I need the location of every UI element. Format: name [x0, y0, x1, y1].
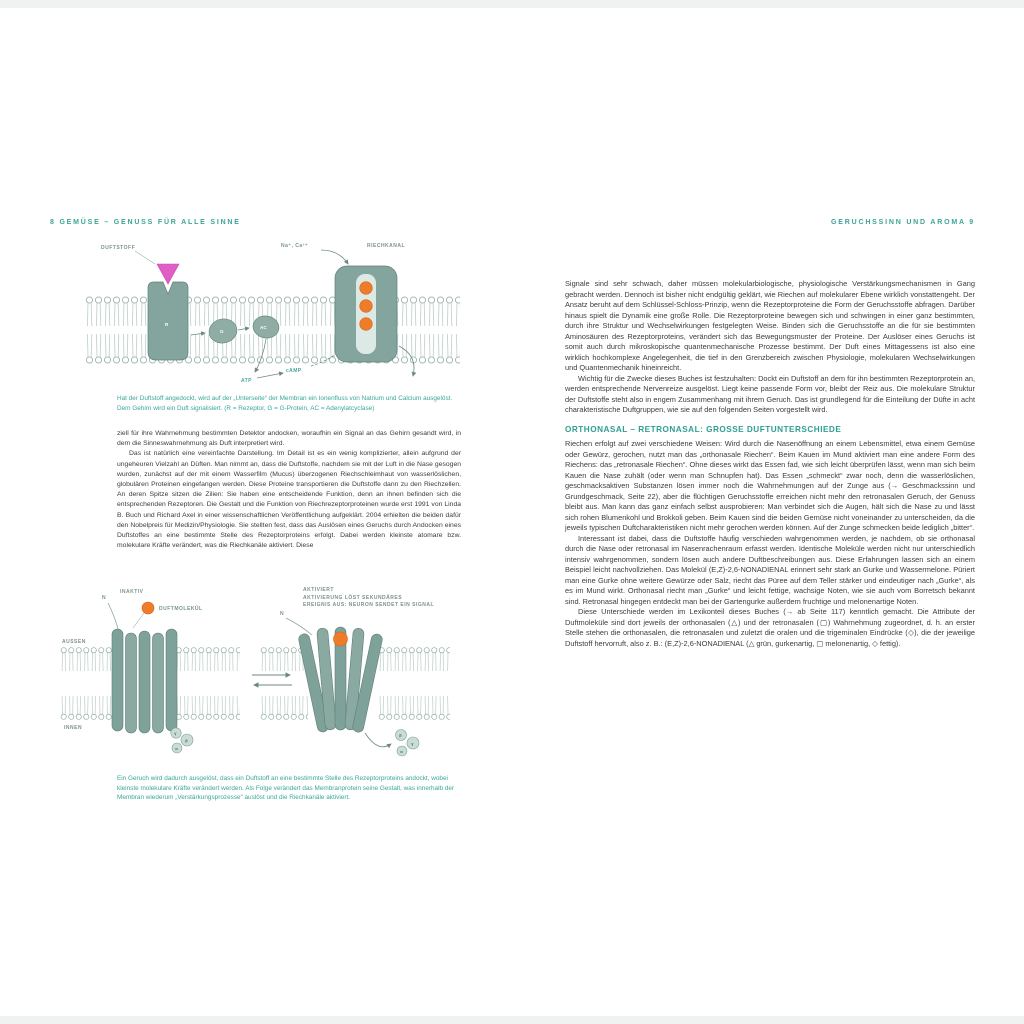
- g-protein-subunits-active: [396, 730, 420, 757]
- gamma-label: γ: [174, 730, 177, 736]
- ion-channel: [335, 266, 397, 362]
- right-paragraph-1: Signale sind sehr schwach, daher müssen molekularbiologische, physiologische Verstärkungsmechanismen in Gang gebracht werden. Dennoch ist bisher nicht endgültig geklärt, wie Riechen auf molekularer Ebene wirklich vonstattengeht. Der Ansatz beruht auf dem Schlüssel-Schloss-Prinzip, wenn die Rezeptorproteine die Form der Geruchsstoffe abfragen. Darüber hinaus spielt die Dynamik eine große Rolle. Die Rezeptorproteine bewegen sich und schwingen in einer ganz bestimmten, durch ihre Struktur und Wechselwirkungen festgelegten Weise. Binden sich die Geruchsstoffe an die für sie bestimmten Aminosäuren des Rezeptorproteins, verändert sich das Bewegungsmuster der Proteine. Der Auslöser eines Geruchs ist somit auch durch mikroskopische quantenmechanische Prozesse bestimmt. Der Duft eines Mittagessens ist also eine wirklich hochkomplexe Angelegenheit, die tief in den Grenzbereich zwischen Physiologie, molekularen Wechselwirkungen und Quantenmechanik hineinreicht.: [565, 279, 975, 372]
- odorant-triangle-icon: [157, 264, 179, 284]
- atp-label: ATP: [241, 378, 252, 384]
- ion-dot-1: [360, 282, 373, 295]
- innen-label: INNEN: [64, 725, 83, 731]
- alpha-label-active: α: [400, 748, 403, 754]
- duftmolekuel-label: DUFTMOLEKÜL: [159, 606, 203, 612]
- activation-note-line2: EREIGNIS AUS: NEURON SENDET EIN SIGNAL: [303, 602, 435, 608]
- ion-dot-3: [360, 318, 373, 331]
- receptor-bundle-inactive: [112, 629, 177, 733]
- activation-note-line1: AKTIVIERUNG LÖST SEKUNDÄRES: [303, 595, 403, 601]
- duftstoff-label: DUFTSTOFF: [101, 245, 136, 251]
- receptor-activation-diagram: [60, 583, 460, 773]
- running-head-left: 8 GEMÜSE – GENUSS FÜR ALLE SINNE: [50, 219, 241, 226]
- riechkanal-label: RIECHKANAL: [367, 243, 406, 249]
- inaktiv-label: INAKTIV: [120, 589, 144, 595]
- page-edge-top: [0, 0, 1024, 8]
- right-paragraph-3: Riechen erfolgt auf zwei verschiedene Weisen: Wird durch die Nasenöffnung an einem Lebensmittel, etwa einem Gemüse oder Gewürz, gerochen, nutzt man das „orthonasale Riechen“. Beim Kauen im Mund aktiviert man eine andere Form des Riechens: das „retronasale Riechen“. Ohne dieses wirkt das Essen fad, wie sich leicht überprüfen lässt, wenn man sich beim Kauen die Nase zuhält (oder wenn man Schnupfen hat). Das Essen „schmeckt“ zwar noch, denn die wasserlöslichen, geschmacksaktiven Substanzen lösen immer noch die Wahrnehmungen auf der Zunge aus (→ Geschmackssinn und Grundgeschmack, Seite 22), aber die flüchtigen Geruchsstoffe erreichen nicht mehr den retronasalen Geruch, der Genuss bleibt aus. Man kann das ganz einfach selbst ausprobieren: Man verbindet sich die Augen, hält sich die Nase zu und lässt sich rohen Blumenkohl und Brokkoli geben. Beim Kauen sind die beiden Gemüse nicht voneinander zu unterscheiden, da die jeweils typischen Duftcharakteristiken nicht mehr gerochen werden können. Auf der Zunge schmecken beide lediglich „bitter“.: [565, 439, 975, 532]
- diagram1-caption: Hat der Duftstoff angedockt, wird auf der „Unterseite“ der Membran ein Ionenfluss von Natrium und Calcium ausgelöst. Dem Gehirn wird ein Duft signalisiert. (R = Rezeptor, G = G-Protein, AC = Adenylatcyclase): [117, 395, 453, 412]
- odorant-molecule-icon: [142, 602, 154, 614]
- molecule-leader-line: [133, 613, 144, 628]
- running-head-right: GERUCHSSINN UND AROMA 9: [831, 219, 975, 226]
- beta-label: β: [185, 737, 188, 743]
- g-protein-letter: G: [220, 329, 224, 334]
- right-body-text: [565, 279, 975, 649]
- n-terminus-left-line: [108, 603, 118, 629]
- ion-dot-2: [360, 300, 373, 313]
- gamma-label-active: γ: [411, 740, 414, 746]
- g-release-arrow: [365, 733, 391, 747]
- alpha-label: α: [175, 745, 178, 751]
- g-protein-subunits-inactive: [171, 728, 193, 753]
- right-paragraph-4: Interessant ist dabei, dass die Duftstoffe häufig verschieden wahrgenommen werden, je nachdem, ob sie orthonasal durch die Nase oder retronasal im Nasenrachenraum erfasst werden. Identische Moleküle werden nicht nur unterschiedlich intensiv wahrgenommen, sondern lösen auch andere Duftbeschreibungen aus. Diese Erfahrungen lassen sich an einem Beispiel leicht nachvollziehen. Das Molekül (E,Z)-2,6-NONADIENAL erinnert sehr stark an Gurke und Wassermelone. Püriert man eine Gurke ohne weitere Gewürze oder Salz, riecht das Püree auf dem Teller stärker und eindeutiger nach „Gurke“, als es im Mund wirkt. Orthonasal riecht man „Gurke“ und leicht fettige, wachsige Noten, wie sie auch vom Borretsch bekannt sind. Retronasal hingegen entdeckt man bei der Gartengurke außerdem fruchtige und melonenartige Noten.: [565, 533, 975, 606]
- left-paragraph-1: ziell für ihre Wahrnehmung bestimmten Detektor andocken, woraufhin ein Signal an das Gehirn gesandt wird, in dem die Sinneswahrnehmung als Duft interpretiert wird.: [117, 430, 461, 448]
- ion-label: Na⁺, Ca²⁺: [281, 243, 309, 249]
- right-paragraph-5: Diese Unterschiede werden im Lexikonteil dieses Buches (→ ab Seite 117) kenntlich gemacht. Die Attribute der Duftmoleküle sind dort jeweils der orthonasalen (△) und der retronasalen (▢) Wahrnehmung zugeordnet, d. h. an erster Stelle stehen die orthonasalen, die retronasalen und zuletzt die oralen und die trigeminalen Eindrücke (◇), die der jeweilige Duftstoff hervorruft, also z. B.: (E,Z)-2,6-NONADIENAL (△ grün, gurkenartig, ▢ melonenartig, ◇ fettig).: [565, 607, 975, 648]
- receptor-membrane-diagram: [85, 238, 460, 403]
- aussen-label: AUSSEN: [62, 639, 86, 645]
- docked-odorant-icon: [334, 632, 348, 646]
- diagram2-caption: Ein Geruch wird dadurch ausgelöst, dass ein Duftstoff an eine bestimmte Stelle des Rezeptorproteins andockt, wobei kleinste molekulare Kräfte verändert werden. Als Folge verändert das Membranprotein seine Gestalt, was innerhalb der Membran wiederum „Verstärkungsprozesse“ auslöst und die Riechkanäle aktiviert.: [117, 775, 455, 802]
- left-body-text: [117, 429, 461, 551]
- n-terminus-right-label: N: [280, 611, 285, 617]
- duftstoff-leader-line: [135, 251, 155, 264]
- receptor-protein: [148, 282, 188, 360]
- section-heading-orthonasal: ORTHONASAL – RETRONASAL: GROSSE DUFTUNTERSCHIEDE: [565, 424, 842, 434]
- equilibrium-arrows: [252, 675, 292, 685]
- page-edge-bottom: [0, 1016, 1024, 1024]
- camp-label: cAMP: [286, 368, 302, 374]
- n-terminus-right-line: [286, 618, 312, 635]
- n-terminus-left-label: N: [102, 595, 107, 601]
- beta-label-active: β: [399, 732, 402, 738]
- receptor-letter: R: [165, 322, 169, 327]
- aktiviert-label: AKTIVIERT: [303, 587, 334, 593]
- right-paragraph-2: Wichtig für die Zwecke dieses Buches ist festzuhalten: Dockt ein Duftstoff an dem für ihn bestimmten Rezeptorprotein an, werden entsprechende Nervenreize ausgelöst. Liegt keine passende Form vor, bleibt der Reiz aus. Die molekulare Struktur der Duftstoffe steht also in engem Zusammenhang mit ihrem Geruch. Das ist grundlegend für die Einteilung der Düfte in acht charakteristische Duftgruppen, wie sie auf den folgenden Seiten vorgestellt wird.: [565, 373, 975, 414]
- left-paragraph-2: Das ist natürlich eine vereinfachte Darstellung. Im Detail ist es ein wenig komplizierter, allein aufgrund der ungeheuren Vielzahl an Düften. Man nimmt an, dass die Duftstoffe, nachdem sie mit der Luft in die Nase gesogen wurden, zunächst auf der mit einem Wasserfilm (Mucus) überzogenen Riechschleimhaut von wasserlöslichen, globulären Proteinen eingefangen werden. Diese Proteine transportieren die Duftstoffe dann zu den Riechzellen. An deren Spitze sitzen die Zilien: Sie haben eine entscheidende Funktion, denn an ihnen befinden sich die entsprechenden Rezeptoren. Die Gestalt und die Funktion von Riechrezeptorproteinen wurde erst 1991 von Linda B. Buch und Richard Axel in einer wissenschaftlichen Veröffentlichung aufgeklärt. 2004 erhielten die beiden dafür den Nobelpreis für Medizin/Physiologie. Sie stellten fest, dass das Auslösen eines Geruchs durch Andocken eines Duftstoffes an eine bestimmte Stelle des Rezeptorproteins erfolgt. Dabei werden kleinste atomare bzw. molekulare Kräfte verändert, was die Riechkanäle aktiviert. Diese: [117, 450, 461, 550]
- ac-letter: AC: [260, 325, 267, 330]
